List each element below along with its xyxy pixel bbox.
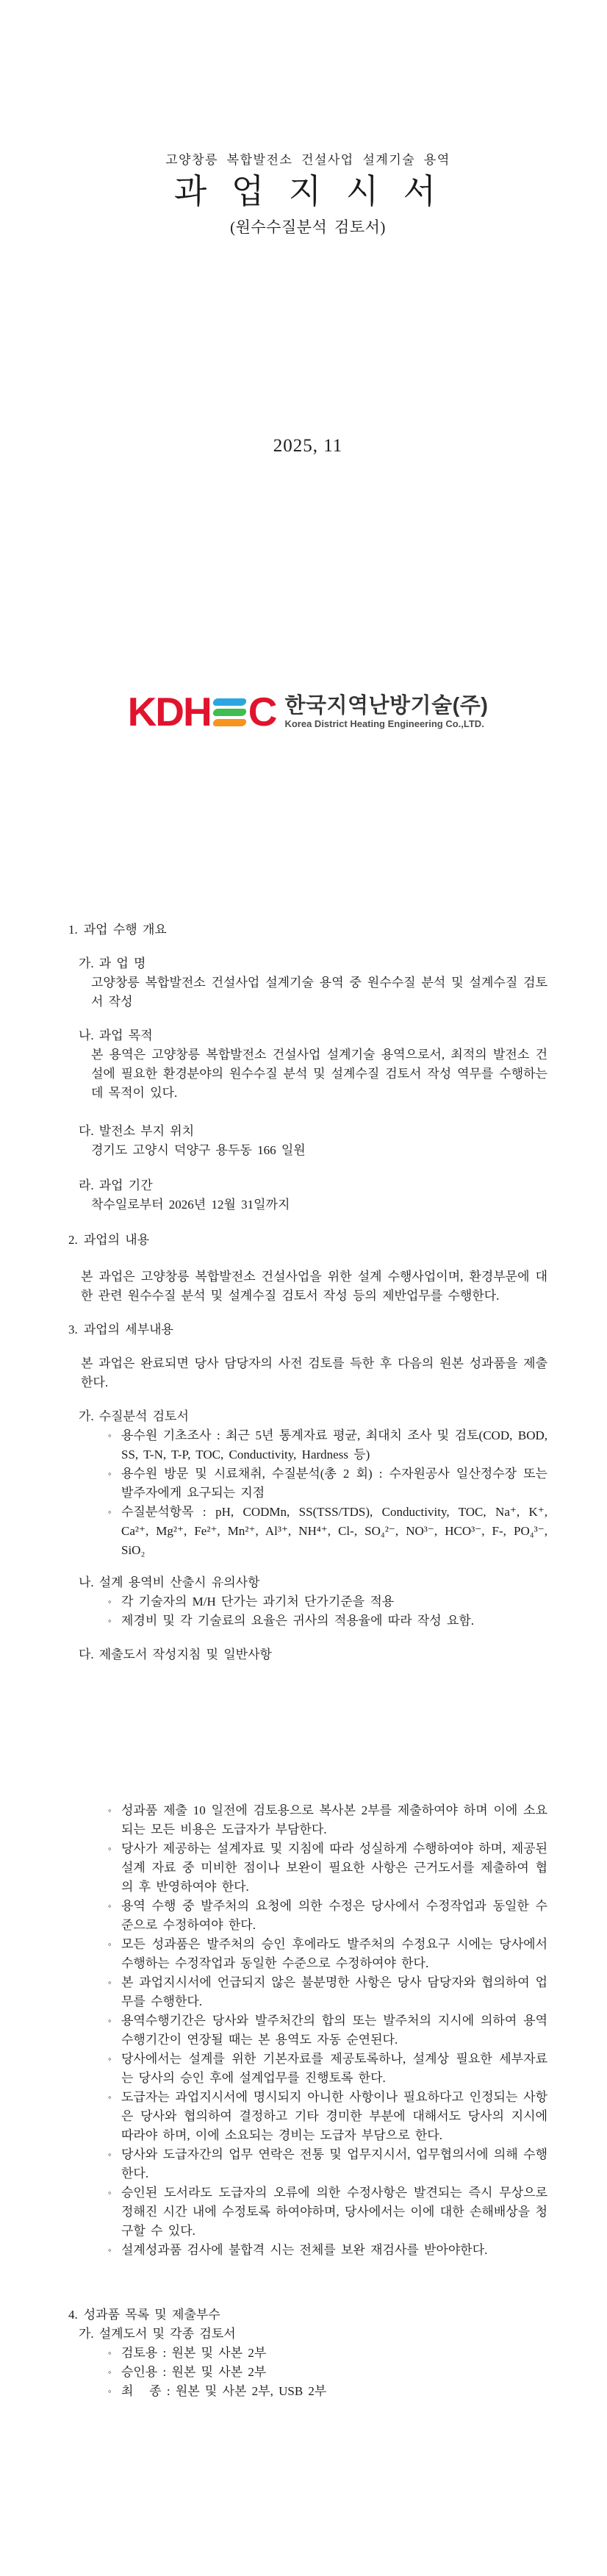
subsection-1b-text: 본 용역은 고양창릉 복합발전소 건설사업 설계기술 용역으로서, 최적의 발전소 건설에 필요한 환경분야의 원수수질 분석 및 설계수질 검토서 작성 역무를 수행하는데 목적이 있다. [91,1047,547,1100]
bullet-text: 용수원 방문 및 시료채취, 수질분석(총 2 회) : 수자원공사 일산정수장 또는 발주자에게 요구되는 지점 [121,1466,553,1500]
subsection-1c-heading [79,1122,547,1141]
bullet-item [108,2344,547,2363]
bullet-text: 용수원 기초조사 : 최근 5년 통계자료 평균, 최대치 조사 및 검토(COD, BOD, SS, T-N, T-P, TOC, Conductivity, Hardness 등) [121,1428,553,1461]
bullet-icon: ◦ [108,2186,112,2198]
subsection-1b-title: 과업 목적 [98,1028,153,1042]
bullet-text: 용역 수행 중 발주처의 요청에 의한 수정은 당사에서 수정작업과 동일한 수준으로 수정하여야 한다. [121,1898,547,1932]
bullet-text: 본 과업지시서에 언급되지 않은 불분명한 사항은 당사 담당자와 협의하여 업무를 수행한다. [121,1975,547,2008]
subsection-3b-bullet-list [108,1592,547,1631]
bullet-item [108,1592,547,1611]
page-subtitle: (원수수질분석 검토서) [230,218,386,236]
bullet-icon: ◦ [108,1842,112,1854]
logo-english-name: Korea District Heating Engineering Co.,LTD. [284,718,484,730]
section-3-title: 과업의 세부내용 [83,1322,173,1337]
subsection-3c-bullet-list [108,1801,553,2260]
subsection-1b-heading [79,1026,547,1045]
bullet-item [108,1973,547,2011]
section-3-heading [68,1320,547,1339]
bullet-icon: ◦ [108,2244,112,2255]
bullet-icon: ◦ [108,2053,112,2064]
section-3-intro: 본 과업은 완료되면 당사 담당자의 사전 검토를 득한 후 다음의 원본 성과품을 제출한다. [81,1356,547,1389]
bullet-text: 검토용 : 원본 및 사본 2부 [121,2345,267,2360]
bullet-item [108,1426,553,1464]
bullet-item [108,2241,547,2260]
section-4-content [79,2325,547,2401]
subsection-1c-text: 경기도 고양시 덕양구 용두동 166 일원 [91,1142,306,1157]
kdhec-logo-mark [127,689,276,735]
subsection-3a-heading [79,1407,547,1426]
bullet-item [108,2183,553,2241]
subsection-4a-bullet-list [108,2344,547,2401]
subsection-3b-title: 설계 용역비 산출시 유의사항 [98,1575,260,1589]
bullet-text: 각 기술자의 M/H 단가는 과기처 단가기준을 적용 [121,1594,395,1609]
bullet-item [108,1801,547,1839]
section-4-title: 성과품 목록 및 제출부수 [83,2307,220,2322]
bullet-text: 승인된 도서라도 도급자의 오류에 의한 수정사항은 발견되는 즉시 무상으로 정해진 시간 내에 수정토록 하여야하며, 당사에서는 이에 대한 손해배상을 청구할 수 있다. [121,2185,553,2238]
bullet-text: 성과품 제출 10 일전에 검토용으로 복사본 2부를 제출하여야 하며 이에 소요되는 모든 비용은 도급자가 부담한다. [121,1803,547,1836]
section-1-heading [68,920,547,940]
bullet-item [108,1935,553,1973]
bullet-text: 설계성과품 검사에 불합격 시는 전체를 보완 재검사를 받아야한다. [121,2242,488,2257]
bullet-item [108,1503,553,1560]
bullet-icon: ◦ [108,1804,112,1816]
bullet-text: 당사에서는 설계를 위한 기본자료를 제공토록하나, 설계상 필요한 세부자료는 당사의 승인 후에 설계업무를 진행토록 한다. [121,2051,547,2085]
bullet-text: 당사가 제공하는 설계자료 및 지침에 따라 성실하게 수행하여야 하며, 제공된 설계 자료 중 미비한 점이나 보완이 필요한 사항은 근거도서를 제출하여 협의 후 반영하여야 한다. [121,1841,553,1894]
bullet-icon: ◦ [108,1429,112,1441]
subsection-4a-label: 가. [79,2326,94,2341]
bullet-text: 용역수행기간은 당사와 발주처간의 합의 또는 발주처의 지시에 의하여 용역수행기간이 연장될 때는 본 용역도 자동 순연된다. [121,2013,547,2047]
logo-letter-c: C [248,689,276,735]
logo-bar-blue [212,698,246,706]
subsection-1d-heading [79,1176,547,1195]
document-body [68,920,553,2401]
subsection-3a-label: 가. [79,1409,94,1423]
bullet-text: 승인용 : 원본 및 사본 2부 [121,2364,267,2379]
subsection-1a-label: 가. [79,956,94,970]
project-title-line: 고양창릉 복합발전소 건설사업 설계기술 용역 [165,153,450,167]
bullet-item [108,2011,547,2050]
subsection-1a-heading [79,954,547,973]
bullet-item [108,1897,547,1935]
bullet-text: 수질분석항목 : pH, CODMn, SS(TSS/TDS), Conductivity, TOC, Na⁺, K⁺, Ca²⁺, Mg²⁺, Fe²⁺, Mn²⁺, Al³⁺, NH⁴⁺, Cl-, SO₄²⁻, NO³⁻, HCO³⁻, F-, PO₄³⁻, SiO₂ [121,1504,553,1557]
company-logo [68,690,547,734]
page-title: 과 업 지 시 서 [173,173,442,210]
bullet-icon: ◦ [108,2385,112,2397]
subsection-1c-label: 다. [79,1123,94,1138]
bullet-item [108,2088,553,2145]
logo-bar-green [212,709,246,716]
subsection-3c-title: 제출도서 작성지침 및 일반사항 [98,1647,272,1661]
section-4-number: 4. [68,2307,78,2322]
bullet-icon: ◦ [108,1938,112,1950]
section-2-title: 과업의 내용 [83,1232,150,1247]
subsection-3b-label: 나. [79,1575,94,1589]
bullet-text: 모든 성과품은 발주처의 승인 후에라도 발주처의 수정요구 시에는 당사에서 수행하는 수정작업과 동일한 수준으로 수정하여야 한다. [121,1936,553,1970]
section-1-title: 과업 수행 개요 [83,922,167,937]
logo-letters-kdh: KDH [127,689,211,735]
cover-header [68,149,547,237]
bullet-icon: ◦ [108,1900,112,1911]
subsection-1d-title: 과업 기간 [98,1178,153,1192]
bullet-icon: ◦ [108,2148,112,2160]
subsection-4a-title: 설계도서 및 각종 검토서 [98,2326,236,2341]
section-2-heading [68,1231,547,1250]
section-2-number: 2. [68,1232,78,1247]
bullet-icon: ◦ [108,1467,112,1479]
subsection-3c-heading [79,1645,547,1664]
section-2-text: 본 과업은 고양창릉 복합발전소 건설사업을 위한 설계 수행사업이며, 환경부문에 대한 관련 원수수질 분석 및 설계수질 검토서 작성 등의 제반업무를 수행한다. [81,1269,547,1303]
bullet-icon: ◦ [108,2014,112,2026]
bullet-icon: ◦ [108,1614,112,1626]
section-3-number: 3. [68,1322,78,1337]
subsection-3c-label: 다. [79,1647,94,1661]
subsection-3b-heading [79,1573,547,1592]
bullet-text: 당사와 도급자간의 업무 연락은 전통 및 업무지시서, 업무협의서에 의해 수행한다. [121,2147,547,2180]
subsection-1c-title: 발전소 부지 위치 [98,1123,195,1138]
bullet-icon: ◦ [108,2366,112,2378]
bullet-icon: ◦ [108,1595,112,1607]
subsection-1b-label: 나. [79,1028,94,1042]
section-4-heading [68,2305,547,2325]
section-3-content [79,1407,553,2260]
bullet-icon: ◦ [108,2347,112,2358]
page-break-spacer [79,1664,547,1801]
bullet-text: 도급자는 과업지시서에 명시되지 아니한 사항이나 필요하다고 인정되는 사항은 당사와 협의하여 결정하고 기타 경미한 부분에 대해서도 당사의 지시에 따라야 하며, 이에 소요되는 경비는 도급자 부담으로 한다. [121,2089,553,2142]
subsection-3a-bullet-list [108,1426,553,1560]
bullet-item [108,2145,547,2183]
bullet-text: 최 종 : 원본 및 사본 2부, USB 2부 [121,2383,327,2398]
subsection-1d-label: 라. [79,1178,94,1192]
bullet-item [108,1464,553,1503]
logo-e-bars-icon [213,698,246,726]
bullet-icon: ◦ [108,1506,112,1517]
bullet-item [108,2050,547,2088]
logo-korean-name: 한국지역난방기술(주) [284,694,489,718]
section-1-number: 1. [68,922,78,937]
subsection-1a-text: 고양창릉 복합발전소 건설사업 설계기술 용역 중 원수수질 분석 및 설계수질 검토서 작성 [91,975,547,1009]
bullet-item [108,2363,547,2382]
logo-bar-orange [212,719,246,726]
bullet-icon: ◦ [108,1976,112,1988]
subsection-1d-text: 착수일로부터 2026년 12월 31일까지 [91,1197,290,1212]
issue-date: 2025, 11 [273,435,343,456]
subsection-1a-title: 과 업 명 [98,956,146,970]
subsection-3a-title: 수질분석 검토서 [98,1409,189,1423]
bullet-text: 제경비 및 각 기술료의 요율은 귀사의 적용율에 따라 작성 요함. [121,1613,475,1628]
bullet-item [108,1839,553,1897]
bullet-icon: ◦ [108,2091,112,2103]
logo-company-names [284,695,488,729]
bullet-item [108,1611,547,1631]
bullet-item [108,2382,547,2401]
section-1-content [79,954,547,1214]
subsection-4a-heading [79,2325,547,2344]
